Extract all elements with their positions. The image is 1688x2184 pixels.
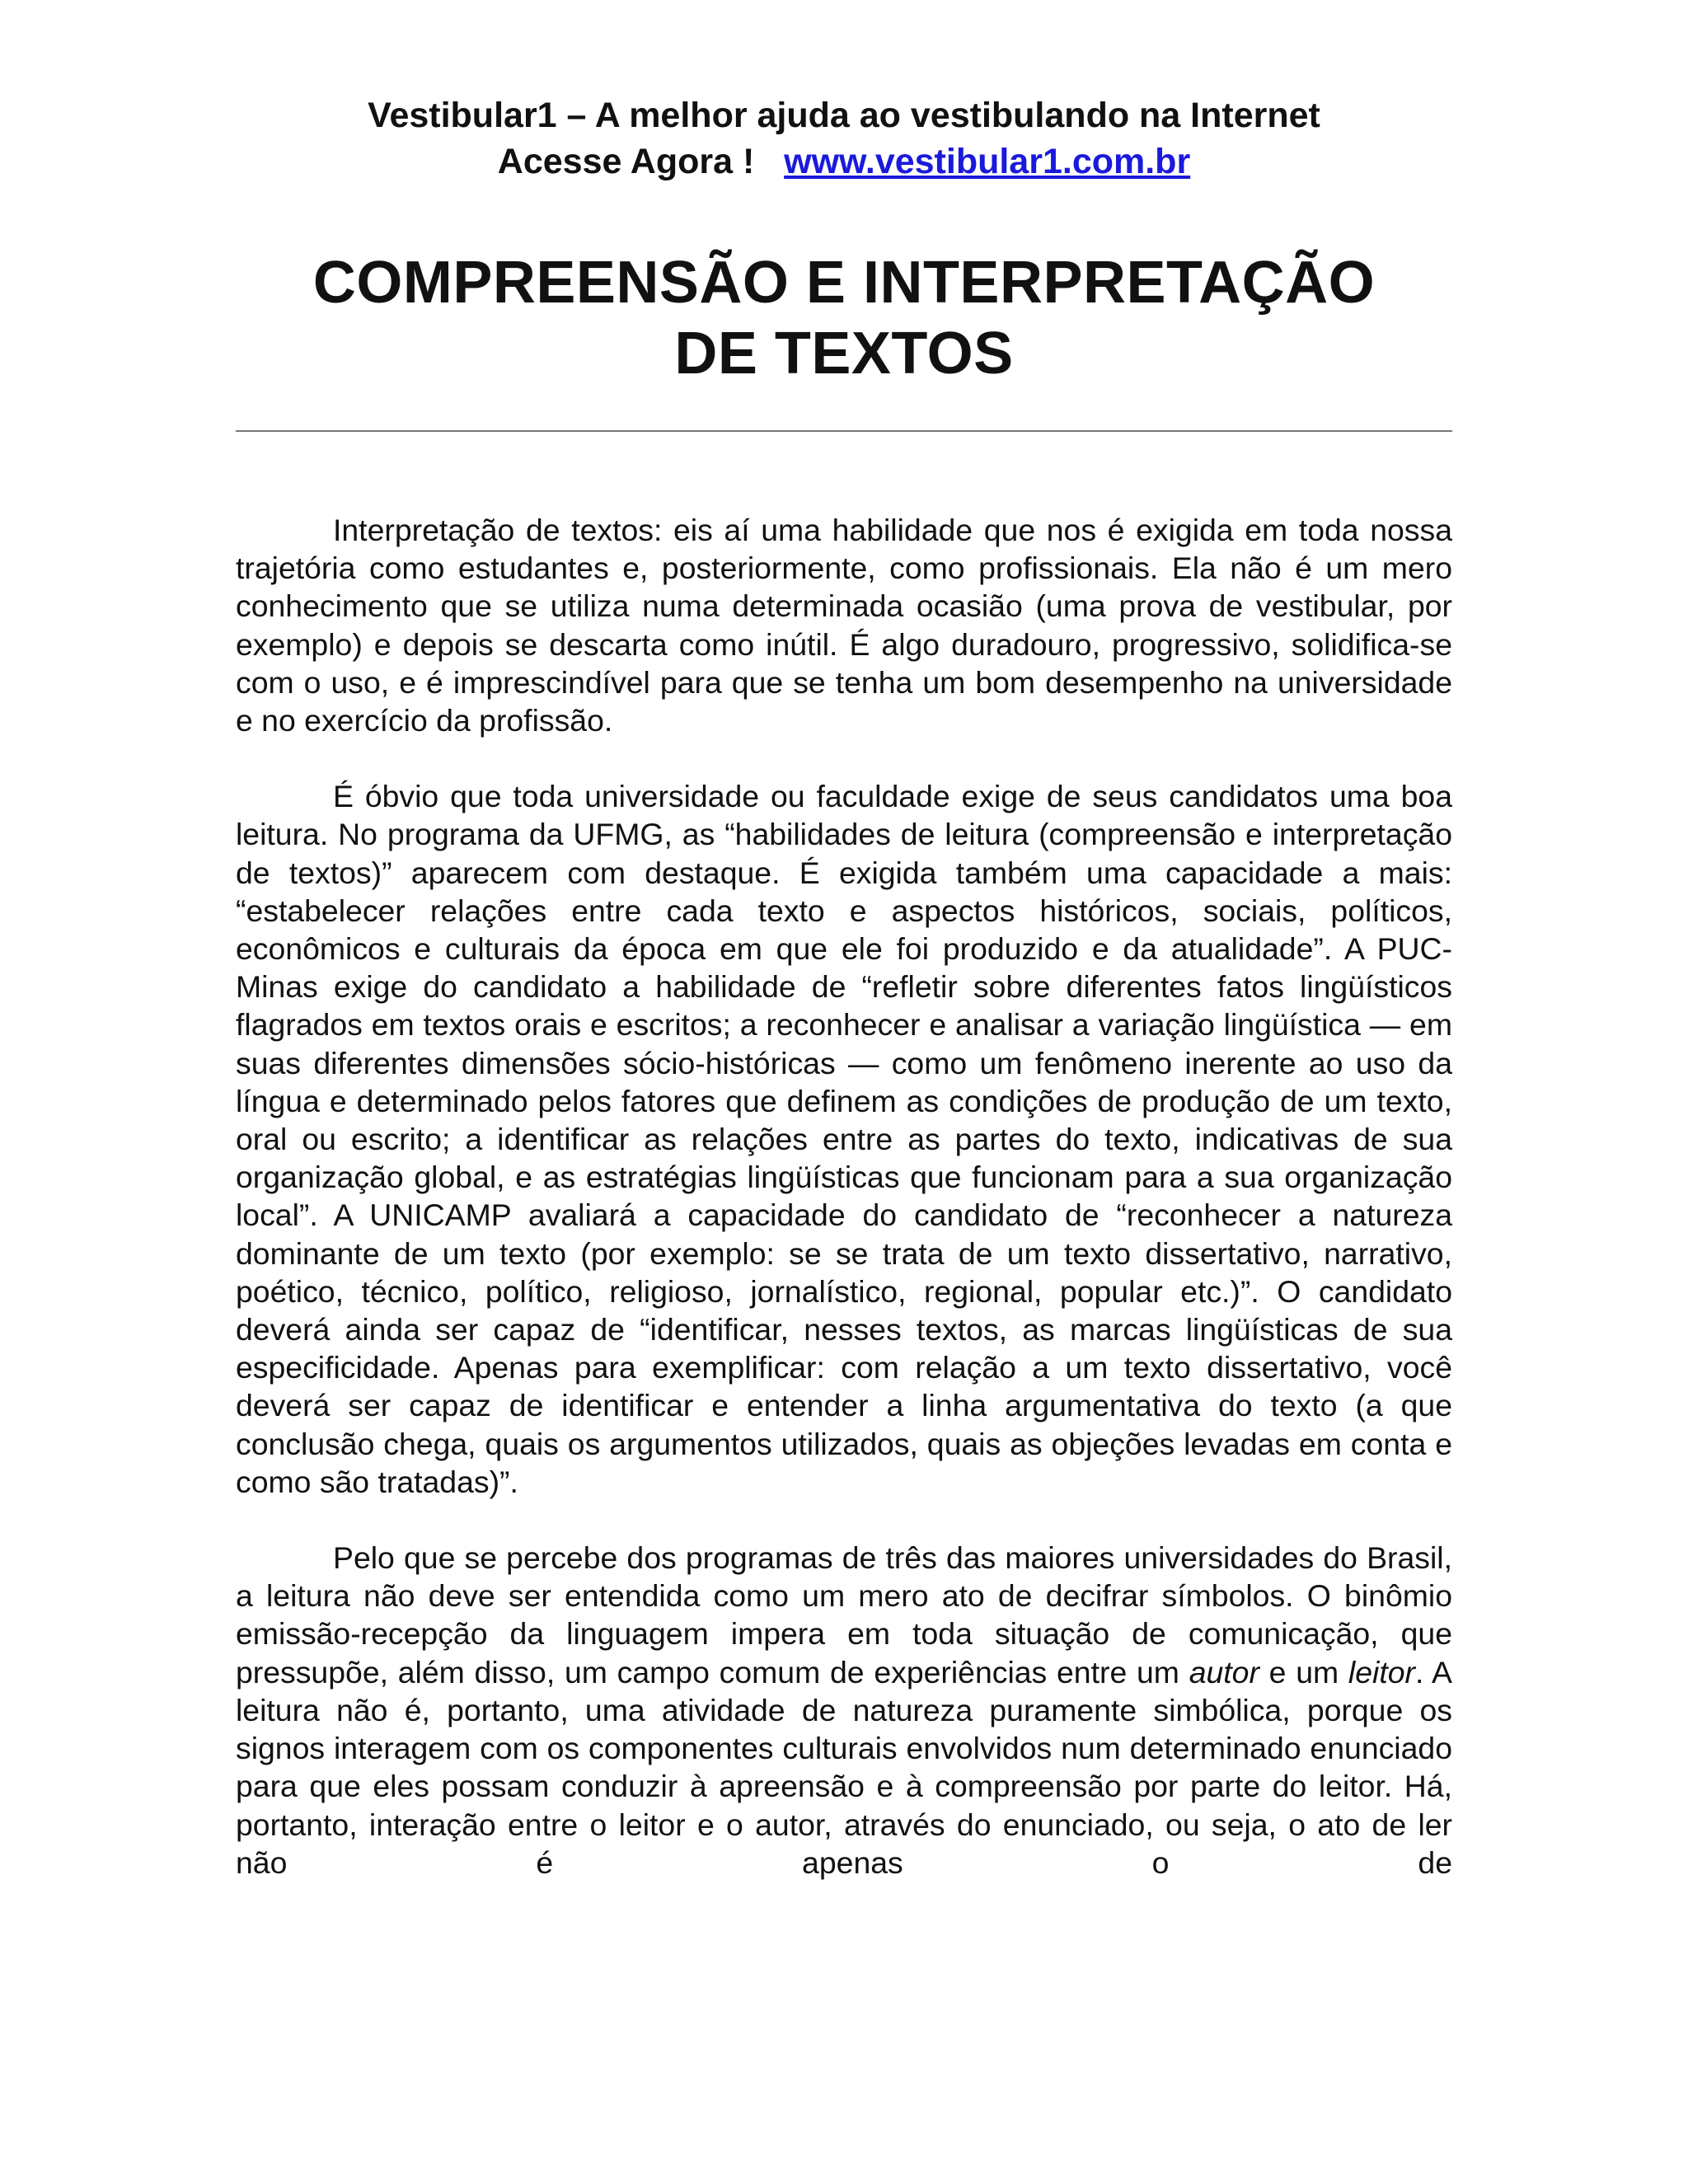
title-line-2: DE TEXTOS bbox=[674, 321, 1014, 387]
header-tagline: Vestibular1 – A melhor ajuda ao vestibulando na Internet bbox=[368, 96, 1320, 135]
site-header bbox=[0, 92, 1688, 185]
header-access-line bbox=[0, 138, 1688, 185]
paragraph-3-italic-autor: autor bbox=[1189, 1654, 1259, 1690]
paragraph-2: É óbvio que toda universidade ou faculdade exige de seus candidatos uma boa leitura. No programa da UFMG, as “habilidades de leitura (compreensão e interpretação de textos)” aparecem com destaque. É exigida também uma capacidade a mais: “estabelecer relações entre cada texto e aspectos históricos, sociais, políticos, econômicos e culturais da época em que ele foi produzido e da atualidade”. A PUC-Minas exige do candidato a habilidade de “refletir sobre diferentes fatos lingüísticos flagrados em textos orais e escritos; a reconhecer e analisar a variação lingüística — em suas diferentes dimensões sócio-históricas — como um fenômeno inerente ao uso da língua e determinado pelos fatores que definem as condições de produção de um texto, oral ou escrito; a identificar as relações entre as partes do texto, indicativas de sua organização global, e as estratégias lingüísticas que funcionam para a sua organização local”. A UNICAMP avaliará a capacidade do candidato de “reconhecer a natureza dominante de um texto (por exemplo: se se trata de um texto dissertativo, narrativo, poético, técnico, político, religioso, jornalístico, regional, popular etc.)”. O candidato deverá ainda ser capaz de “identificar, nesses textos, as marcas lingüísticas de sua especificidade. Apenas para exemplificar: com relação a um texto dissertativo, você deverá ser capaz de identificar e entender a linha argumentativa do texto (a que conclusão chega, quais os argumentos utilizados, quais as objeções levadas em conta e como são tratadas)”. bbox=[236, 779, 1452, 1499]
website-link[interactable]: www.vestibular1.com.br bbox=[784, 142, 1191, 181]
paragraph-3-italic-leitor: leitor bbox=[1348, 1654, 1415, 1690]
document-body bbox=[236, 511, 1452, 1919]
paragraph-1: Interpretação de textos: eis aí uma habilidade que nos é exigida em toda nossa trajetória como estudantes e, posteriormente, como profissionais. Ela não é um mero conhecimento que se utiliza numa determinada ocasião (uma prova de vestibular, por exemplo) e depois se descarta como inútil. É algo duradouro, progressivo, solidifica-se com o uso, e é imprescindível para que se tenha um bom desempenho na universidade e no exercício da profissão. bbox=[236, 513, 1452, 738]
horizontal-divider bbox=[236, 430, 1452, 432]
paragraph-3 bbox=[236, 1539, 1452, 1882]
document-title bbox=[0, 247, 1688, 389]
paragraph-3-text-b: e um bbox=[1259, 1654, 1348, 1690]
paragraph-3-text-c: . A leitura não é, portanto, uma atividade de natureza puramente simbólica, porque os signos interagem com os componentes culturais envolvidos num determinado enunciado para que eles possam conduzir à apreensão e à compreensão por parte do leitor. Há, portanto, interação entre o leitor e o autor, através do enunciado, ou seja, o ato de ler não é apenas o de bbox=[236, 1654, 1452, 1880]
paragraph-3-text-a: Pelo que se percebe dos programas de três das maiores universidades do Brasil, a leitura não deve ser entendida como um mero ato de decifrar símbolos. O binômio emissão-recepção da linguagem impera em toda situação de comunicação, que pressupõe, além disso, um campo comum de experiências entre um bbox=[236, 1540, 1452, 1690]
title-line-1: COMPREENSÃO E INTERPRETAÇÃO bbox=[312, 250, 1376, 316]
header-access-label: Acesse Agora ! bbox=[497, 142, 785, 181]
